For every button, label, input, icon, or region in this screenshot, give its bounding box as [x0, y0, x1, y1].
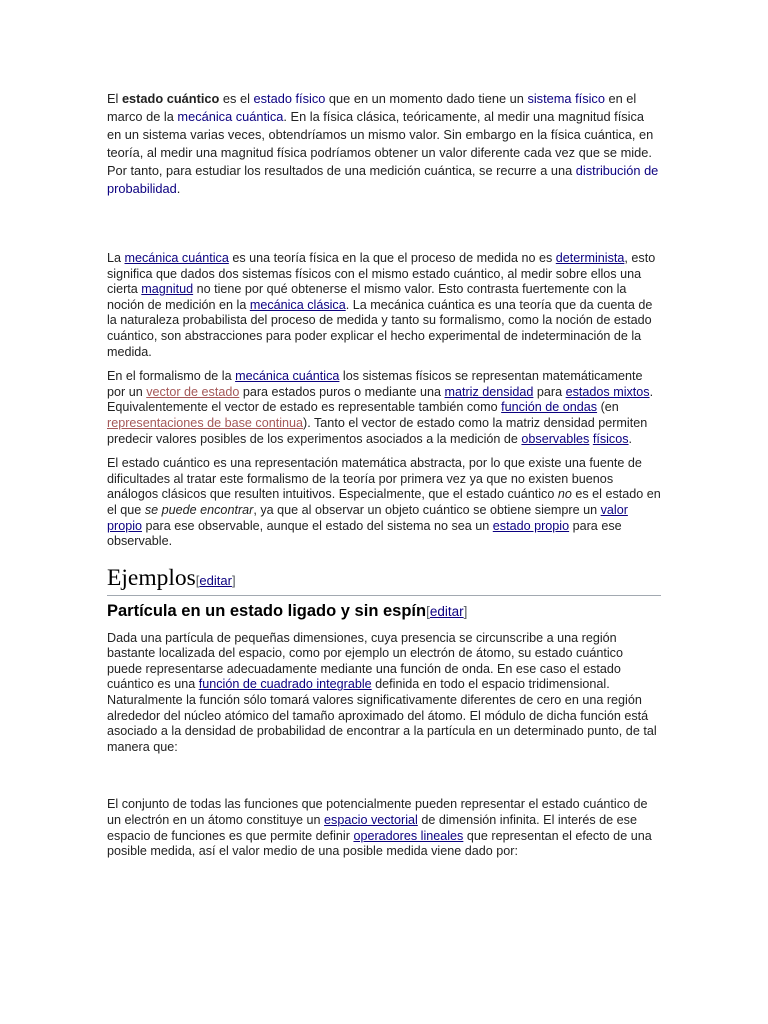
intro-paragraph — [107, 90, 661, 198]
link-distribucion-probabilidad[interactable]: distribución de probabilidad — [107, 163, 659, 196]
formula-placeholder — [107, 755, 661, 797]
link-estados-mixtos[interactable]: estados mixtos — [565, 384, 650, 399]
text: . La mecánica cuántica es una teoría que da cuenta de la naturaleza probabilista del proceso de medida y tanto su formalismo, como la noción de estado cuántico, son abstracciones para poder explicar el hecho experimental de indeterminación de la medida. — [107, 297, 653, 359]
text: de dimensión infinita. El interés de ese espacio de funciones es que permite definir — [107, 813, 637, 843]
article-body — [107, 90, 661, 860]
paragraph-4 — [107, 631, 661, 756]
text: El conjunto de todas las funciones que potencialmente pueden representar el estado cuántico de un electrón en un átomo constituye un — [107, 797, 648, 828]
paragraph-3 — [107, 456, 661, 550]
paragraph-5 — [107, 797, 661, 859]
link-estado-propio[interactable]: estado propio — [492, 518, 570, 533]
italic-text: no — [557, 487, 572, 502]
text: La — [107, 251, 125, 265]
text: es el — [219, 91, 254, 106]
text: para — [533, 384, 566, 399]
edit-section — [196, 573, 236, 588]
edit-link[interactable]: editar — [199, 572, 232, 588]
link-mecanica-cuantica[interactable]: mecánica cuántica — [177, 109, 284, 124]
spacer — [107, 447, 661, 456]
edit-section — [426, 604, 467, 619]
heading-particula — [107, 600, 661, 623]
bracket: [ — [195, 572, 200, 588]
text: . — [628, 431, 633, 446]
italic-text: se puede encontrar — [144, 502, 254, 517]
link-magnitud[interactable]: magnitud — [141, 282, 194, 297]
link-estado-fisico[interactable]: estado físico — [253, 91, 326, 106]
text: en el marco de la — [107, 91, 637, 124]
text: . — [176, 181, 181, 196]
link-vector-de-estado[interactable]: vector de estado — [146, 384, 240, 399]
link-fisicos[interactable]: físicos — [592, 431, 629, 446]
spacer — [107, 550, 661, 564]
link-representaciones-base-continua[interactable]: representaciones de base continua — [107, 415, 304, 430]
text: no tiene por qué obtenerse el mismo valor. Esto contrasta fuertemente con la noción de medición en la — [107, 282, 627, 312]
link-sistema-fisico[interactable]: sistema físico — [527, 91, 605, 106]
text: los sistemas físicos se representan matemáticamente por un — [107, 369, 643, 399]
paragraph-2 — [107, 369, 661, 447]
heading-text: Partícula en un estado ligado y sin espín — [107, 601, 427, 620]
edit-link[interactable]: editar — [429, 603, 464, 619]
text: , ya que al observar un objeto cuántico se obtiene siempre un — [253, 502, 601, 517]
link-espacio-vectorial[interactable]: espacio vectorial — [324, 813, 418, 828]
link-matriz-densidad[interactable]: matriz densidad — [444, 384, 534, 399]
text: En el formalismo de la — [107, 369, 236, 384]
text: para ese observable, aunque el estado del sistema no sea un — [142, 518, 493, 533]
link-operadores-lineales[interactable]: operadores lineales — [353, 828, 464, 843]
text: El estado cuántico es una representación matemática abstracta, por lo que existe una fuente de dificultades al tratar este formalismo de la teoría por primera vez ya que no existen buenos análogos clásicos que resulten intuitivos. Especialmente, que el estado cuántico — [107, 456, 642, 502]
bracket: [ — [426, 603, 430, 619]
text: , esto significa que dados dos sistemas físicos con el mismo estado cuántico, al medir sobre ellos una cierta — [107, 251, 656, 297]
spacer — [107, 623, 661, 631]
text: definida en todo el espacio tridimensional. Naturalmente la función sólo tomará valores significativamente diferentes de cero en una región alrededor del núcleo atómico del tamaño aproximado del átomo. El módulo de dicha función está asociado a la densidad de probabilidad de encontrar a la partícula en un determinado punto, de tal manera que: — [107, 677, 657, 754]
link-funcion-de-ondas[interactable]: función de ondas — [501, 400, 598, 415]
text: ). Tanto el vector de estado como la matriz densidad permiten predecir valores posibles de los experimentos asociados a la medición de — [107, 415, 648, 446]
link-mecanica-cuantica[interactable]: mecánica cuántica — [124, 251, 229, 265]
text: para estados puros o mediante una — [239, 384, 445, 399]
paragraph-1 — [107, 251, 661, 360]
heading-text: Ejemplos — [107, 564, 196, 591]
link-observables[interactable]: observables — [521, 431, 590, 446]
bracket: ] — [231, 572, 236, 588]
heading-ejemplos — [107, 564, 661, 596]
text: es el estado en el que — [107, 487, 661, 517]
text: que en un momento dado tiene un — [325, 91, 528, 106]
text: Dada una partícula de pequeñas dimensiones, cuya presencia se circunscribe a una región bastante localizada del espacio, como por ejemplo un electrón de átomo, su estado cuántico puede representarse adecuadamente mediante una función de onda. En ese caso el estado cuántico es una — [107, 630, 623, 692]
text: (en — [597, 400, 619, 415]
text: que representan el efecto de una posible medida, así el valor medio de una posible medida viene dado por: — [107, 828, 652, 859]
bold-term: estado cuántico — [121, 91, 220, 106]
spacer — [107, 360, 661, 369]
link-funcion-cuadrado-integrable[interactable]: función de cuadrado integrable — [198, 677, 372, 692]
text: . Equivalentemente el vector de estado es representable también como — [107, 384, 654, 415]
link-valor-propio[interactable]: valor propio — [107, 502, 628, 533]
text: El — [107, 91, 122, 106]
link-determinista[interactable]: determinista — [555, 251, 625, 265]
link-mecanica-clasica[interactable]: mecánica clásica — [249, 297, 346, 312]
link-mecanica-cuantica[interactable]: mecánica cuántica — [235, 369, 340, 384]
text: . En la física clásica, teóricamente, al medir una magnitud física en un sistema varias veces, obtendríamos un mismo valor. Sin embargo en la física cuántica, en teoría, al medir una magnitud física podríamos obtener un valor diferente cada vez que se mide. Por tanto, para estudiar los resultados de una medición cuántica, se recurre a una — [107, 109, 654, 178]
bracket: ] — [463, 603, 468, 619]
spacer — [107, 198, 661, 251]
text: para ese observable. — [107, 518, 622, 549]
text: es una teoría física en la que el proceso de medida no es — [228, 251, 556, 265]
